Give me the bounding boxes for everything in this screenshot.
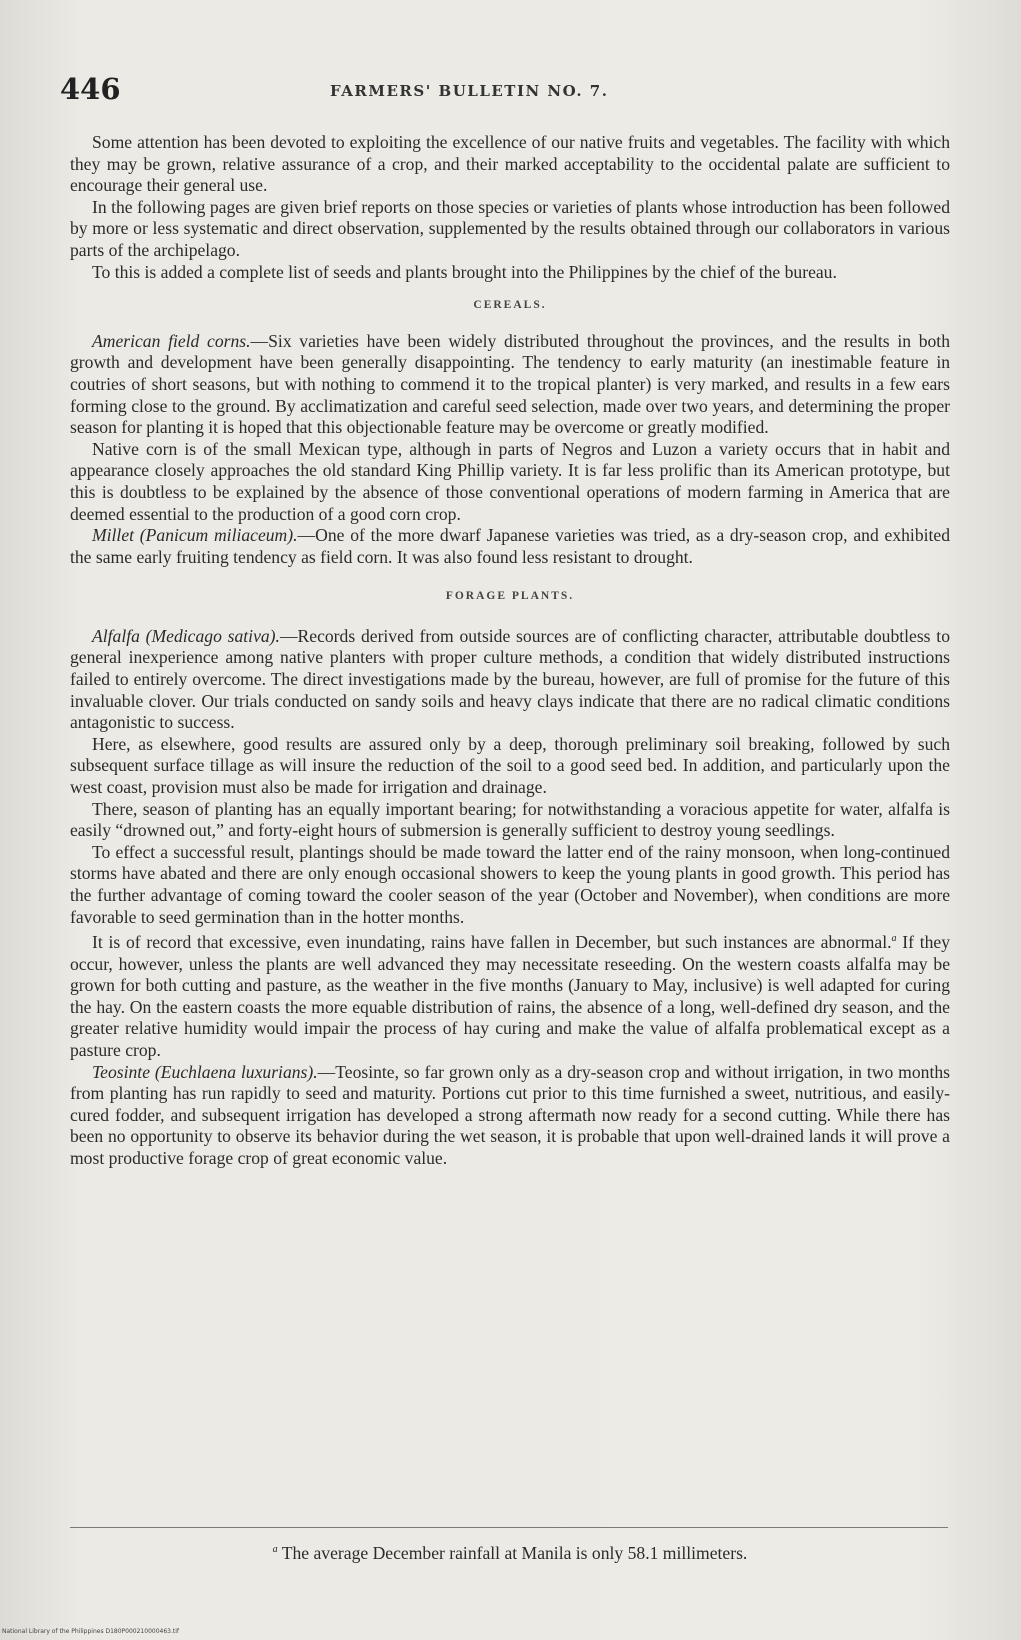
paragraph-december-rains [70, 928, 950, 1061]
section-heading-cereals: CEREALS. [473, 299, 547, 312]
intro-paragraph-1: Some attention has been devoted to exploiting the excellence of our native fruits and vegetables. The facility with which they may be grown, relative assurance of a crop, and their marked acceptability to the occidental palate are sufficient to encourage their general use. [70, 132, 950, 196]
paragraph-native-corn: Native corn is of the small Mexican type, although in parts of Negros and Luzon a variety occurs that in habit and appearance closely approaches the old standard King Phillip variety. It is far less prolific than its American prototype, but this is doubtless to be explained by the absence of those conventional operations of modern farming in America that are deemed essential to the production of a good corn crop. [70, 438, 950, 524]
entry-alfalfa [70, 626, 950, 734]
footnote-reference[interactable]: a [891, 933, 897, 945]
text-part: If they occur, however, unless the plants are well advanced they may necessitate reseeding. On the western coasts alfalfa may be grown for both cutting and pasture, as the weather in the five months (January to May, inclusive) is well adapted for curing the hay. On the eastern coasts the more equable distribution of rains, the absence of a long, well-defined dry season, and the greater relative humidity would impair the process of hay curing and make the value of alfalfa problematical except as a pasture crop. [70, 932, 950, 1061]
body-text [70, 132, 950, 1170]
intro-paragraph-2: In the following pages are given brief reports on those species or varieties of plants whose introduction has been followed by more or less systematic and direct observation, supplemented by the results obtained through our collaborators in various parts of the archipelago. [70, 196, 950, 260]
section-heading-forage-plants: FORAGE PLANTS. [445, 590, 575, 603]
entry-teosinte [70, 1062, 950, 1170]
entry-text: —Records derived from outside sources are of conflicting character, attributable doubtless to general inexperience among native planters with proper culture methods, a condition that widely distributed instructions failed to entirely overcome. The direct investigations made by the bureau, however, are full of promise for the future of this invaluable clover. Our trials conducted on sandy soils and heavy clays indicate that there are no radical climatic conditions antagonistic to success. [70, 625, 950, 733]
paragraph-soil-breaking: Here, as elsewhere, good results are assured only by a deep, thorough preliminary soil breaking, followed by such subsequent surface tillage as will insure the reduction of the soil to a good seed bed. In addition, and particularly upon the west coast, provision must also be made for irrigation and drainage. [70, 733, 950, 798]
entry-text: —Six varieties have been widely distributed throughout the provinces, and the results in both growth and development have been generally disappointing. The tendency to early maturity (an inestimable feature in coutries of short seasons, but with nothing to commend it to the tropical planter) is very marked, and results in a few ears forming close to the ground. By acclimatization and careful seed selection, made over two years, and determining the proper season for planting it is hoped that this objectionable feature may be overcome or greatly modified. [70, 330, 950, 438]
paragraph-season-of-planting: There, season of planting has an equally important bearing; for notwithstanding a voracious appetite for water, alfalfa is easily “drowned out,” and forty-eight hours of submersion is generally sufficient to destroy young seedlings. [70, 798, 950, 841]
entry-text: —Teosinte, so far grown only as a dry-season crop and without irrigation, in two months from planting has run rapidly to seed and maturity. Portions cut prior to this time furnished a sweet, nutritious, and easily-cured fodder, and subsequent irrigation has developed a strong aftermath now ready for a second cutting. While there has been no opportunity to observe its behavior during the wet season, it is probable that upon well-drained lands it will prove a most productive forage crop of great economic value. [70, 1061, 950, 1168]
entry-title: American field corns. [92, 330, 251, 351]
scan-imprint: National Library of the Philippines D180P000210000463.tif [2, 1628, 180, 1635]
paragraph-planting-time: To effect a successful result, plantings should be made toward the latter end of the rainy monsoon, when long-continued storms have abated and there are only enough occasional showers to keep the young plants in good growth. This period has the further advantage of coming toward the cooler season of the year (October and November), when conditions are more favorable to seed germination than in the hotter months. [70, 841, 950, 927]
footnote-divider [70, 1527, 948, 1528]
scan-imprint-strip [0, 1628, 1021, 1640]
entry-millet [70, 525, 950, 568]
text-part: It is of record that excessive, even inundating, rains have fallen in December, but such instances are abnormal. [92, 932, 892, 953]
entry-title: Alfalfa (Medicago sativa). [92, 625, 280, 646]
entry-title: Millet (Panicum miliaceum). [92, 525, 298, 546]
footnote-marker: a [272, 1544, 278, 1556]
footnote-text: The average December rainfall at Manila is only 58.1 millimeters. [281, 1543, 748, 1563]
entry-text: —One of the more dwarf Japanese varieties was tried, as a dry-season crop, and exhibited the same early fruiting tendency as field corn. It was also found less resistant to drought. [70, 525, 950, 567]
page-header [60, 72, 940, 112]
entry-american-field-corns [70, 331, 950, 439]
page-number: 446 [60, 72, 121, 106]
footnote [70, 1543, 950, 1564]
running-head: FARMERS' BULLETIN NO. 7. [330, 82, 609, 100]
intro-paragraph-3: To this is added a complete list of seeds and plants brought into the Philippines by the chief of the bureau. [92, 261, 837, 282]
entry-title: Teosinte (Euchlaena luxurians). [92, 1061, 318, 1082]
